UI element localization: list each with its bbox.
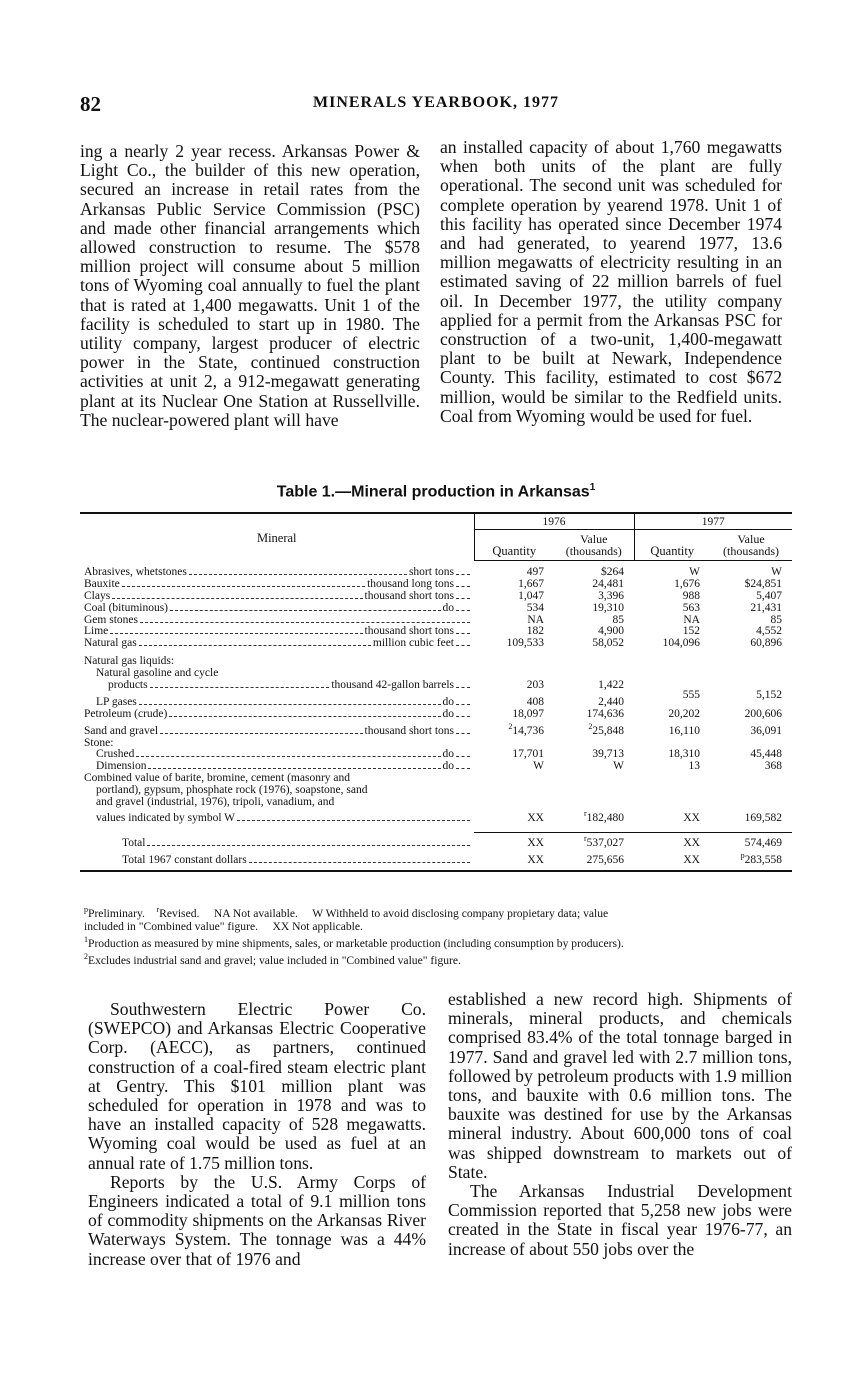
table-caption: Table 1.—Mineral production in Arkansas$^1$ [276, 482, 596, 501]
cell-value: XX [474, 850, 554, 871]
cell-value: 4,900 [598, 625, 624, 638]
paragraph: The Arkansas Industrial Development Commission reported that 5,258 new jobs were created in the State in fiscal year 1976-77, an increase of about 550 jobs over the [448, 1181, 792, 1259]
cell-value: 104,096 [662, 637, 700, 650]
cell-value: 555 [682, 688, 700, 701]
mineral-production-table [80, 512, 792, 872]
table-footnotes [84, 903, 796, 967]
row-unit: short tons [408, 566, 454, 579]
footnote-text: Production as measured by mine shipments, sales, or marketable production (including consumption by producers). [88, 936, 624, 950]
column-header-value: Value (thousands) [554, 529, 634, 561]
column-header-mineral: Mineral [80, 513, 474, 561]
row-unit: thousand short tons [364, 724, 454, 737]
cell-value: 39,713 [592, 748, 624, 761]
cell-value: 2,440 [598, 696, 624, 709]
row-unit: thousand long tons [367, 578, 454, 591]
cell-value: 13 [688, 760, 700, 773]
column-header-value: Value (thousands) [710, 529, 792, 561]
row-label: and gravel (industrial, 1976), tripoli, vanadium, and [96, 795, 335, 808]
cell-value: 534 [526, 601, 544, 614]
row-label: portland), gypsum, phosphate rock (1976), soapstone, sand [96, 783, 368, 796]
row-label: Combined value of barite, bromine, cement (masonry and [84, 771, 351, 784]
bottom-left-column [88, 1000, 426, 1269]
footnote-marker: p [740, 851, 745, 861]
cell-value: 20,202 [668, 708, 700, 721]
cell-value: 1,047 [518, 589, 544, 602]
footnote-marker: 1 [589, 482, 596, 493]
footnote-marker: p [84, 905, 88, 914]
cell-value: 574,469 [710, 833, 792, 850]
table-row [80, 773, 792, 785]
running-title: MINERALS YEARBOOK, 1977 [313, 94, 559, 111]
cell-value: 60,896 [750, 637, 782, 650]
footnote-text: Excludes industrial sand and gravel; value included in "Combined value" figure. [88, 953, 461, 967]
paragraph: ing a nearly 2 year recess. Arkansas Power & Light Co., the builder of this new operation, secured an increase in retail rates from the Arkansas Public Service Commission (PSC) and made other financial arrangements which allowed construction to resume. The $578 million project will consume about 5 million tons of Wyoming coal annually to fuel the plant that is rated at 1,400 megawatts. Unit 1 of the facility is scheduled to start up in 1980. The utility company, largest producer of electric power in the State, continued construction activities at unit 2, a 912-megawatt generating plant at its Nuclear One Station at Russellville. The nuclear-powered plant will have [80, 141, 420, 430]
row-unit: thousand short tons [364, 625, 454, 638]
cell-value: 988 [682, 589, 700, 602]
footnote-marker: 1 [84, 934, 88, 944]
cell-value: 109,533 [506, 637, 544, 650]
page-number: 82 [80, 92, 101, 116]
row-label: Stone: [84, 736, 114, 749]
table-row-total-constant [80, 850, 792, 871]
cell-value: $24,851 [744, 578, 782, 591]
table-row [80, 721, 792, 738]
row-label: Gem stones [84, 613, 138, 626]
cell-value: 5,152 [756, 688, 782, 701]
cell-value: 45,448 [750, 748, 782, 761]
cell-value: 563 [682, 601, 700, 614]
column-header-quantity: Quantity [474, 529, 554, 561]
table-row [80, 668, 792, 680]
row-label: values indicated by symbol W [96, 812, 236, 825]
row-unit: do [442, 748, 454, 761]
table-row [80, 785, 792, 797]
cell-value: 36,091 [750, 724, 782, 737]
cell-value: W [613, 760, 624, 773]
page-header [80, 92, 792, 118]
paragraph: established a new record high. Shipments of minerals, mineral products, and chemicals comprised 83.4% of the total tonnage barged in 1977. Sand and gravel led with 2.7 million tons, followed by petroleum products with 1.9 million tons, and bauxite with 0.6 million tons. The bauxite was destined for use by the Arkansas mineral industry. About 600,000 tons of coal was shipped downstream to markets out of State. [448, 989, 792, 1182]
row-label: Abrasives, whetstones [84, 566, 187, 579]
cell-value: W [533, 760, 544, 773]
cell-value: 24,481 [592, 578, 624, 591]
row-label: LP gases [96, 696, 137, 709]
row-label: Clays [84, 589, 111, 602]
row-label: Natural gas [84, 637, 137, 650]
cell-value: 18,097 [512, 708, 544, 721]
cell-value: 16,110 [668, 724, 700, 737]
year-header: 1976 [474, 513, 634, 529]
row-label: Total 1967 constant dollars [122, 853, 247, 866]
cell-value: 408 [526, 696, 544, 709]
footnote-text: Preliminary. [88, 906, 145, 920]
row-label: Total [122, 837, 146, 850]
cell-value: 58,052 [592, 637, 624, 650]
cell-value: 85 [612, 613, 624, 626]
table-row [80, 638, 792, 650]
table-row [80, 749, 792, 761]
table-row [80, 656, 792, 668]
table-row [80, 797, 792, 809]
cell-value: 18,310 [668, 748, 700, 761]
cell-value: NA [527, 613, 544, 626]
row-unit: do [442, 760, 454, 773]
footnote-marker: 2 [588, 721, 593, 731]
row-unit: thousand short tons [364, 589, 454, 602]
cell-value: 174,636 [586, 708, 624, 721]
cell-value: 85 [770, 613, 782, 626]
cell-value: 368 [764, 760, 782, 773]
cell-value: 537,027 [586, 837, 624, 850]
footnote-marker: 2 [508, 721, 513, 731]
cell-value: XX [683, 812, 700, 825]
cell-value: 21,431 [750, 601, 782, 614]
cell-value: 182 [526, 625, 544, 638]
cell-value: $264 [601, 566, 624, 579]
row-unit: thousand 42-gallon barrels [331, 678, 454, 691]
paragraph: Southwestern Electric Power Co. (SWEPCO) and Arkansas Electric Cooperative Corp. (AECC), as partners, continued construction of a coal-fired steam electric plant at Gentry. This $101 million plant was scheduled for operation in 1978 and was to have an installed capacity of 528 megawatts. Wyoming coal would be used as fuel at an annual rate of 1.75 million tons. [88, 999, 426, 1173]
cell-value: 203 [526, 678, 544, 691]
footnote-marker: r [583, 834, 587, 844]
row-label: Lime [84, 625, 109, 638]
year-header: 1977 [634, 513, 792, 529]
cell-value: 152 [682, 625, 700, 638]
cell-value: 275,656 [554, 850, 634, 871]
footnote-text: Revised. NA Not available. W Withheld to avoid disclosing company propietary data; value [159, 906, 609, 920]
cell-value: 497 [526, 566, 544, 579]
cell-value: XX [474, 833, 554, 850]
row-label: Natural gas liquids: [84, 654, 175, 667]
cell-value: 1,667 [518, 578, 544, 591]
cell-value: 5,407 [756, 589, 782, 602]
table-row [80, 680, 792, 692]
row-unit: do [442, 601, 454, 614]
row-label: Dimension [96, 760, 147, 773]
row-label: Coal (bituminous) [84, 601, 169, 614]
cell-value: 283,558 [744, 853, 782, 866]
row-label: Bauxite [84, 578, 120, 591]
cell-value: XX [634, 833, 710, 850]
column-header-quantity: Quantity [634, 529, 710, 561]
cell-value: W [771, 566, 782, 579]
row-label: Sand and gravel [84, 724, 159, 737]
table-row-total [80, 833, 792, 850]
cell-value: W [689, 566, 700, 579]
row-unit: million cubic feet [372, 637, 454, 650]
paragraph: Reports by the U.S. Army Corps of Engineers indicated a total of 9.1 million tons of commodity shipments on the Arkansas River Waterways System. The tonnage was a 44% increase over that of 1976 and [88, 1171, 426, 1269]
top-right-column [440, 138, 782, 426]
cell-value: NA [683, 613, 700, 626]
cell-value: 1,422 [598, 678, 624, 691]
cell-value: 19,310 [592, 601, 624, 614]
cell-value: 169,582 [744, 812, 782, 825]
cell-value: XX [634, 850, 710, 871]
cell-value: 4,552 [756, 625, 782, 638]
row-label: Crushed [96, 748, 135, 761]
top-left-column [80, 142, 420, 430]
bottom-right-column [448, 990, 792, 1259]
row-label: products [108, 678, 148, 691]
footnote-marker: r [583, 809, 587, 819]
cell-value: 200,606 [744, 708, 782, 721]
paragraph: an installed capacity of about 1,760 megawatts when both units of the plant are fully operational. The second unit was scheduled for complete operation by yearend 1978. Unit 1 of this facility has operated since December 1974 and had generated, to yearend 1977, 13.6 million megawatts of electricity resulting in an estimated saving of 22 million barrels of fuel oil. In December 1977, the utility company applied for a permit from the Arkansas PSC for construction of a two-unit, 1,400-megawatt plant to be built at Newark, Independence County. This facility, estimated to cost $672 million, would be similar to the Redfield units. Coal from Wyoming would be used for fuel. [440, 137, 782, 426]
footnote-marker: r [156, 905, 160, 914]
footnote-marker: 2 [84, 951, 88, 961]
row-unit: do [442, 708, 454, 721]
cell-value: 182,480 [586, 812, 624, 825]
cell-value: 25,848 [592, 724, 624, 737]
table-row [80, 808, 792, 825]
row-label: Petroleum (crude) [84, 708, 168, 721]
cell-value: XX [527, 812, 544, 825]
footnote-text: included in "Combined value" figure. XX Not applicable. [84, 919, 363, 933]
row-unit: do [442, 696, 454, 709]
cell-value: 17,701 [512, 748, 544, 761]
cell-value: 14,736 [512, 724, 544, 737]
cell-value: 1,676 [674, 578, 700, 591]
cell-value: 3,396 [598, 589, 624, 602]
table-row [80, 709, 792, 721]
row-label: Natural gasoline and cycle [96, 666, 219, 679]
